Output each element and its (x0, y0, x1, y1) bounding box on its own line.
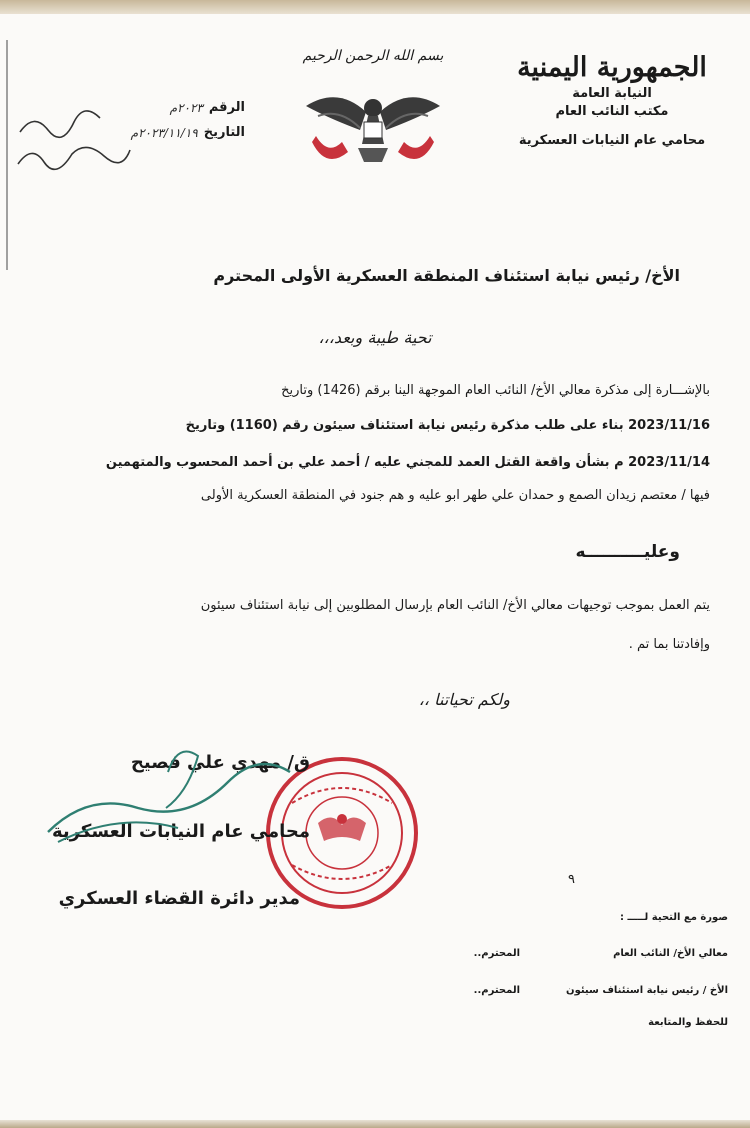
reference-date-label: التاريخ (203, 125, 245, 140)
office-military-prosecution: محامي عام النيابات العسكرية (518, 133, 706, 148)
body-line-1: بالإشـــارة إلى مذكرة معالي الأخ/ النائب العام الموجهة الينا برقم (1426) وتاريخ (281, 383, 710, 398)
eagle-emblem-icon (298, 78, 448, 168)
addressee: الأخ/ رئيس نيابة استئناف المنطقة العسكرية الأولى المحترم (213, 266, 680, 285)
margin-mark: ٩ (568, 872, 575, 887)
body-line-4: فيها / معتصم زيدان الصمع و حمدان علي طهر ابو عليه و هم جنود في المنطقة العسكرية الأولى (200, 488, 710, 503)
copy-file-note: للحفظ والمتابعة (648, 1017, 728, 1028)
copy-recipient-2-honorific: المحترم.. (473, 985, 520, 996)
scan-top-edge (0, 0, 750, 14)
basmala: بسم الله الرحمن الرحيم (302, 48, 444, 64)
reference-date-value: ٢٠٢٣/١١/١٩م (130, 125, 198, 140)
copies-heading: صورة مع التحية لـــــ : (619, 912, 728, 923)
scan-bottom-edge (0, 1120, 750, 1128)
scan-left-edge (6, 40, 8, 270)
signatory-name: ق/ مهدي علي فصيح (130, 752, 310, 773)
government-name: الجمهورية اليمنية (517, 52, 707, 83)
office-public-prosecution: النيابة العامة (572, 86, 652, 101)
reference-number-value: ٢٠٢٣م (169, 100, 203, 115)
copy-recipient-1: معالي الأخ/ النائب العام (613, 948, 728, 959)
reference-number-label: الرقم (208, 100, 245, 115)
copy-recipient-1-honorific: المحترم.. (473, 948, 520, 959)
handwritten-signature-icon (28, 712, 308, 862)
instruction-line-2: وإفادتنا بما تم . (628, 637, 710, 652)
copy-recipient-2: الأخ / رئيس نيابة استئناف سيئون (566, 985, 728, 996)
letterhead-right (502, 52, 722, 148)
instruction-line-1: يتم العمل بموجب توجيهات معالي الأخ/ النائب العام بإرسال المطلوبين إلى نيابة استئناف سيئون (200, 598, 710, 613)
signatory-title-1: محامي عام النيابات العسكرية (51, 821, 310, 842)
body-line-3: 2023/11/14 م بشأن واقعة القتل العمد للمجني عليه / أحمد علي بن أحمد المحسوب والمتهمين (105, 455, 710, 470)
signatory-title-2: مدير دائرة القضاء العسكري (58, 888, 300, 909)
wa-alayh-heading: وعليــــــــــه (575, 542, 680, 562)
greeting: تحية طيبة وبعد،،، (318, 328, 432, 347)
office-attorney-general: مكتب النائب العام (555, 104, 669, 119)
closing-thanks: ولكم تحياتنا ،، (418, 690, 510, 709)
reference-handwriting-icon (14, 92, 134, 182)
body-line-2: 2023/11/16 بناء على طلب مذكرة رئيس نيابة استئناف سيئون رقم (1160) وتاريخ (185, 418, 710, 433)
